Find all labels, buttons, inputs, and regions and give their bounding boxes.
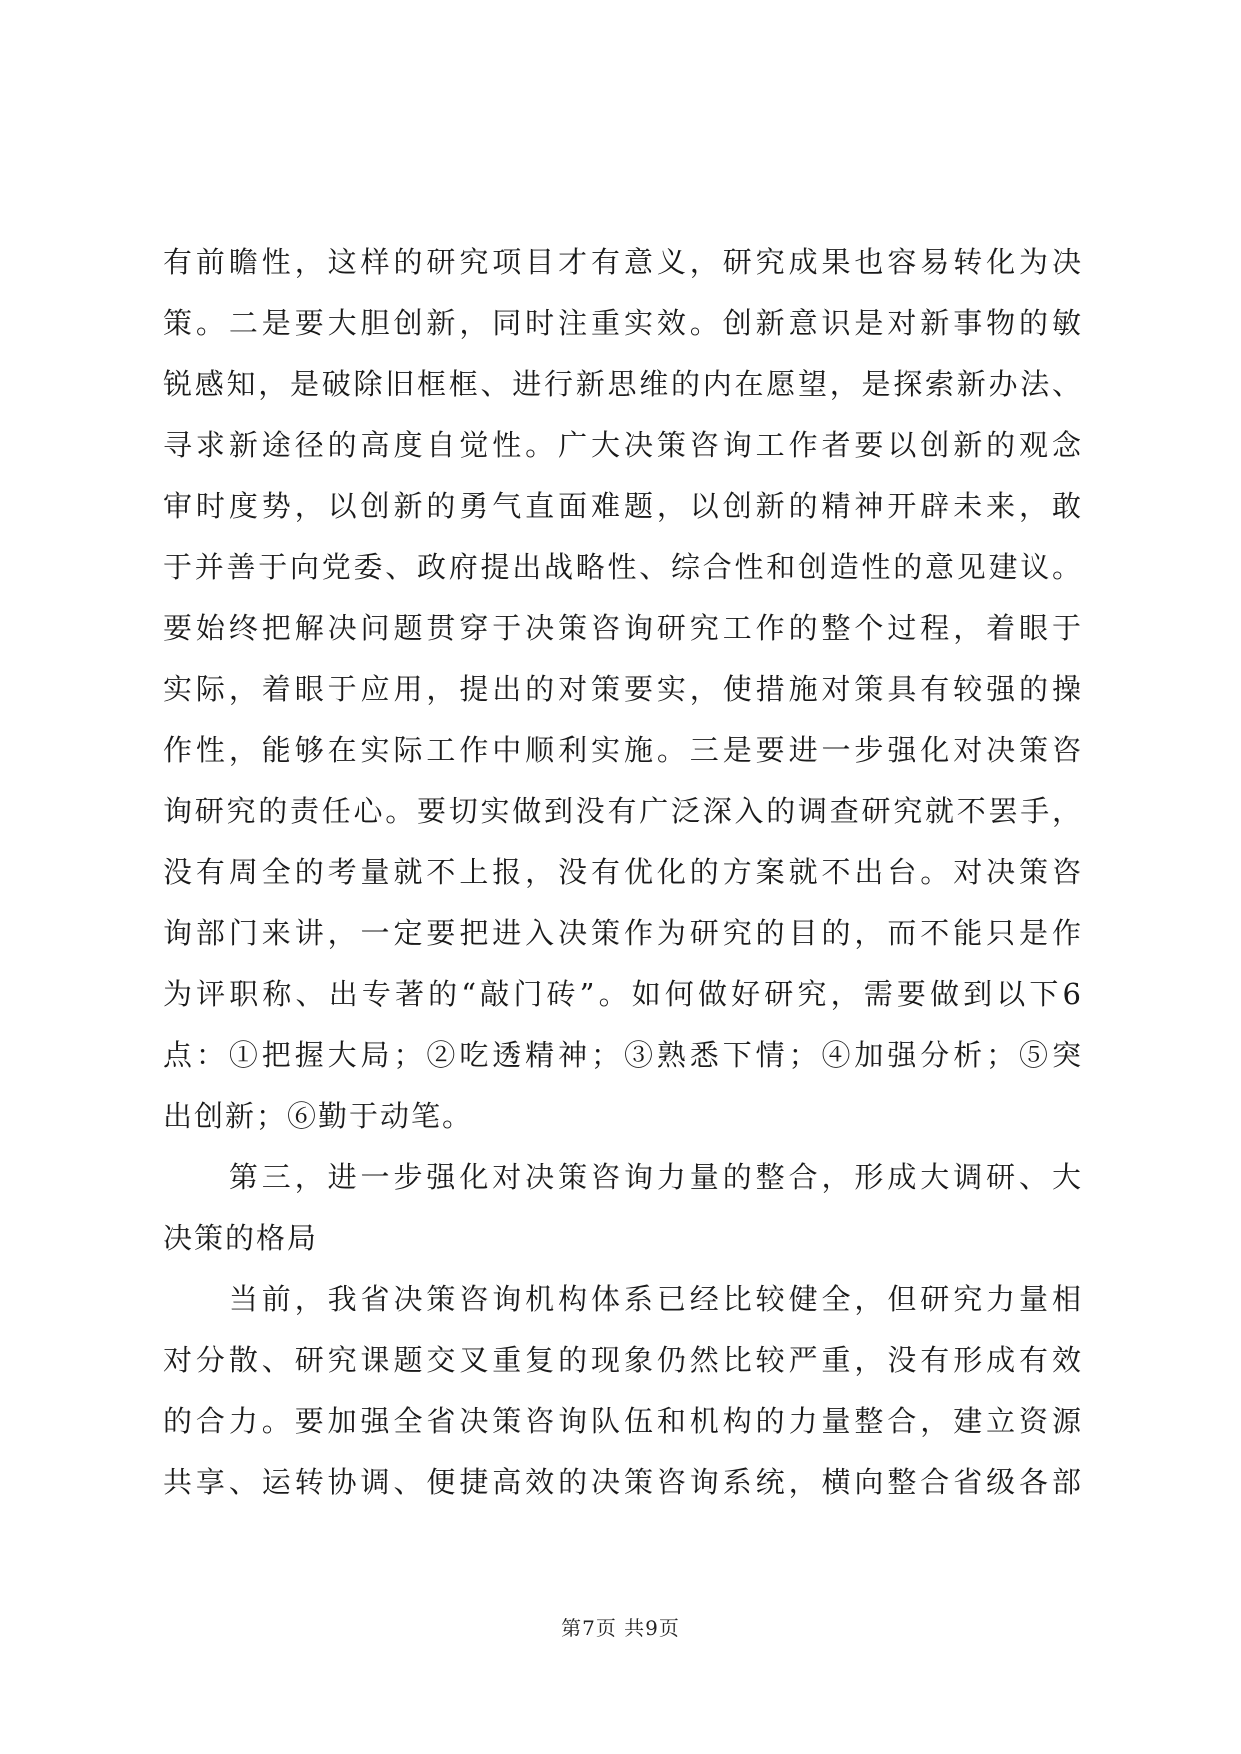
text-line: 策。二是要大胆创新，同时注重实效。创新意识是对新事物的敏 [163, 306, 1083, 340]
text-line: 要始终把解决问题贯穿于决策咨询研究工作的整个过程，着眼于 [163, 611, 1083, 645]
text-line: 为评职称、出专著的“敲门砖”。如何做好研究，需要做到以下6 [163, 977, 1083, 1011]
text-line: 寻求新途径的高度自觉性。广大决策咨询工作者要以创新的观念 [163, 428, 1083, 462]
text-line: 锐感知，是破除旧框框、进行新思维的内在愿望，是探索新办法、 [163, 367, 1083, 401]
text-line: 当前，我省决策咨询机构体系已经比较健全，但研究力量相 [163, 1282, 1083, 1316]
text-line: 询研究的责任心。要切实做到没有广泛深入的调查研究就不罢手， [163, 794, 1083, 828]
text-line: 询部门来讲，一定要把进入决策作为研究的目的，而不能只是作 [163, 916, 1083, 950]
text-line: 于并善于向党委、政府提出战略性、综合性和创造性的意见建议。 [163, 550, 1083, 584]
text-line: 实际，着眼于应用，提出的对策要实，使措施对策具有较强的操 [163, 672, 1083, 706]
text-line: 出创新；⑥勤于动笔。 [163, 1099, 474, 1133]
page-number-footer: 第7页 共9页 [561, 1616, 680, 1640]
text-line: 对分散、研究课题交叉重复的现象仍然比较严重，没有形成有效 [163, 1343, 1083, 1377]
text-line: 的合力。要加强全省决策咨询队伍和机构的力量整合，建立资源 [163, 1404, 1083, 1438]
text-line: 有前瞻性，这样的研究项目才有意义，研究成果也容易转化为决 [163, 245, 1083, 279]
section-heading-line: 决策的格局 [163, 1221, 319, 1255]
text-line: 点：①把握大局；②吃透精神；③熟悉下情；④加强分析；⑤突 [163, 1038, 1083, 1072]
text-line: 共享、运转协调、便捷高效的决策咨询系统，横向整合省级各部 [163, 1465, 1083, 1499]
section-heading-line: 第三，进一步强化对决策咨询力量的整合，形成大调研、大 [163, 1160, 1083, 1194]
body-text [163, 232, 1083, 1513]
text-line: 没有周全的考量就不上报，没有优化的方案就不出台。对决策咨 [163, 855, 1083, 889]
text-line: 审时度势，以创新的勇气直面难题，以创新的精神开辟未来，敢 [163, 489, 1083, 523]
text-line: 作性，能够在实际工作中顺利实施。三是要进一步强化对决策咨 [163, 733, 1083, 767]
